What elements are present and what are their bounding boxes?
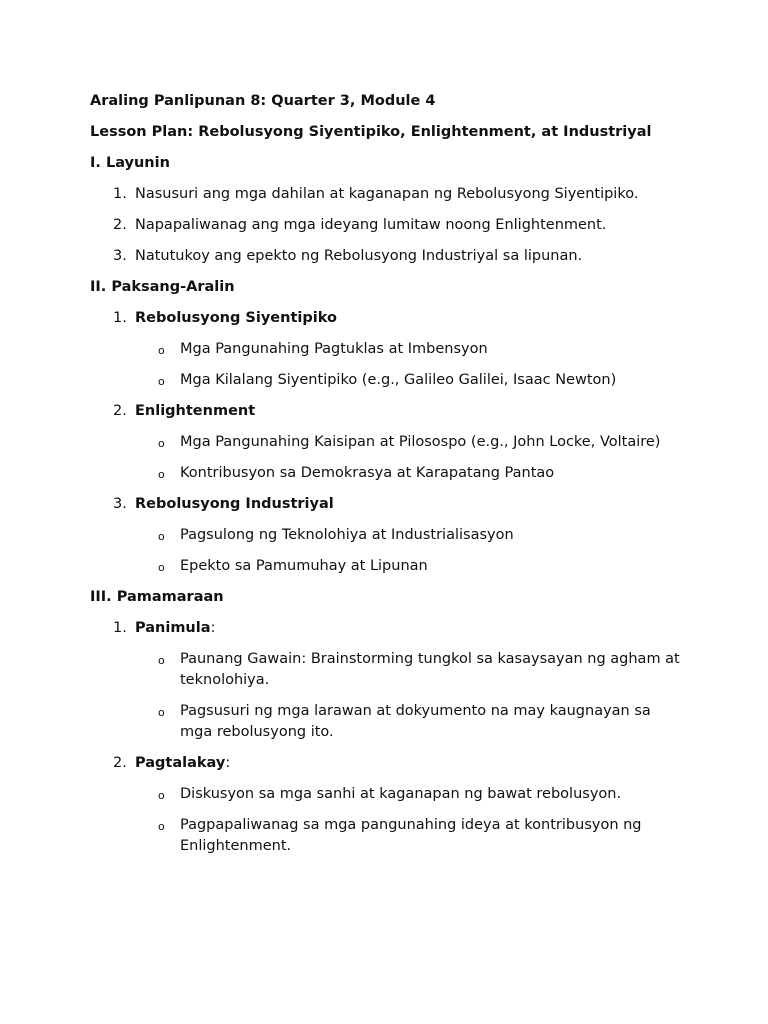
bullet-text: Pagsusuri ng mga larawan at dokyumento na may kaugnayan sa mga rebolusyong ito. [180,703,651,740]
bullet-mark: o [158,820,165,833]
item-number: 3. [113,496,127,512]
section-heading-layunin: I. Layunin [90,155,170,171]
procedure-title: Pagtalakay [135,755,226,771]
bullet-text: Kontribusyon sa Demokrasya at Karapatang Pantao [180,465,555,481]
bullet-text: Mga Pangunahing Kaisipan at Pilosospo (e.g., John Locke, Voltaire) [180,434,661,450]
objective-text: Natutukoy ang epekto ng Rebolusyong Industriyal sa lipunan. [135,248,583,264]
bullet-item [90,370,680,391]
bullet-text: Mga Pangunahing Pagtuklas at Imbensyon [180,341,488,357]
document-page [90,91,690,867]
section-heading-pamamaraan: III. Pamamaraan [90,589,224,605]
topic-item [90,401,690,422]
bullet-item [90,815,680,857]
item-number: 2. [113,755,127,771]
objective-item [90,246,690,267]
bullet-item [90,701,680,743]
bullet-item [90,556,680,577]
document-title: Araling Panlipunan 8: Quarter 3, Module 4 [90,93,436,109]
bullet-mark: o [158,561,165,574]
item-number: 1. [113,310,127,326]
section-heading-paksang-aralin: II. Paksang-Aralin [90,279,235,295]
topic-item [90,308,690,329]
objective-text: Napapaliwanag ang mga ideyang lumitaw noong Enlightenment. [135,217,607,233]
item-number: 1. [113,186,127,202]
bullet-mark: o [158,437,165,450]
bullet-mark: o [158,375,165,388]
bullet-mark: o [158,468,165,481]
bullet-item [90,339,680,360]
bullet-mark: o [158,654,165,667]
procedure-title-colon: : [225,755,231,771]
objective-item [90,184,690,205]
bullet-text: Paunang Gawain: Brainstorming tungkol sa kasaysayan ng agham at teknolohiya. [180,651,680,688]
bullet-text: Mga Kilalang Siyentipiko (e.g., Galileo Galilei, Isaac Newton) [180,372,617,388]
item-number: 2. [113,403,127,419]
bullet-text: Epekto sa Pamumuhay at Lipunan [180,558,428,574]
item-number: 2. [113,217,127,233]
procedure-item [90,753,690,774]
objective-text: Nasusuri ang mga dahilan at kaganapan ng Rebolusyong Siyentipiko. [135,186,639,202]
bullet-item [90,649,680,691]
procedure-title-colon: : [210,620,216,636]
topic-title: Rebolusyong Industriyal [135,496,334,512]
bullet-item [90,784,680,805]
bullet-text: Pagpapaliwanag sa mga pangunahing ideya at kontribusyon ng Enlightenment. [180,817,642,854]
bullet-item [90,432,680,453]
topic-title: Enlightenment [135,403,256,419]
document-subtitle: Lesson Plan: Rebolusyong Siyentipiko, Enlightenment, at Industriyal [90,124,652,140]
bullet-mark: o [158,344,165,357]
bullet-mark: o [158,789,165,802]
procedure-item [90,618,690,639]
bullet-mark: o [158,706,165,719]
topic-item [90,494,690,515]
bullet-item [90,463,680,484]
bullet-mark: o [158,530,165,543]
item-number: 1. [113,620,127,636]
bullet-text: Diskusyon sa mga sanhi at kaganapan ng bawat rebolusyon. [180,786,622,802]
bullet-item [90,525,680,546]
objective-item [90,215,690,236]
item-number: 3. [113,248,127,264]
topic-title: Rebolusyong Siyentipiko [135,310,337,326]
procedure-title: Panimula [135,620,211,636]
bullet-text: Pagsulong ng Teknolohiya at Industrialisasyon [180,527,514,543]
